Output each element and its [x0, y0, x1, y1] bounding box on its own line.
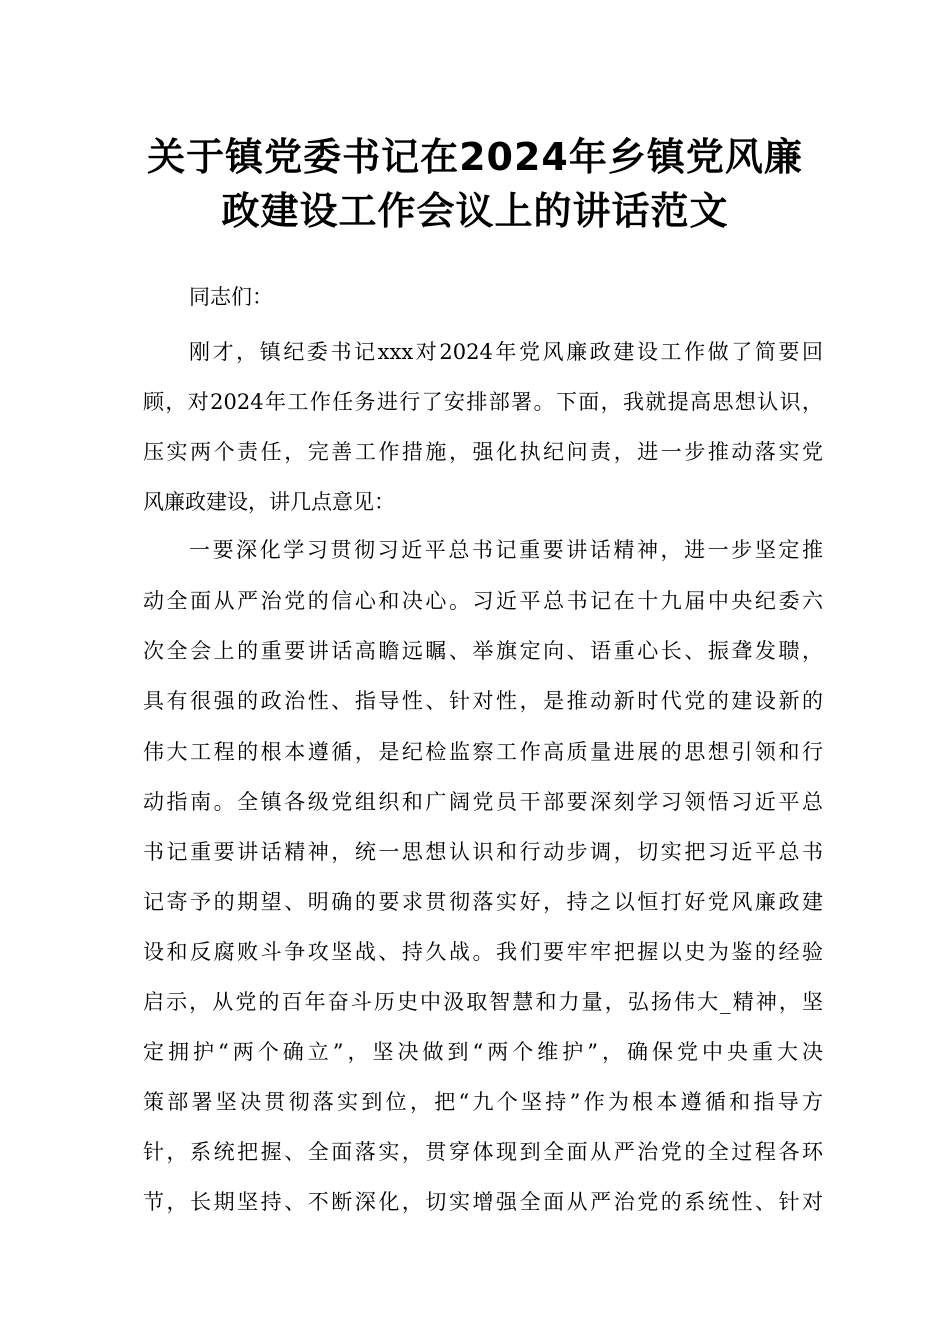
paragraph-2-line: 动指南。全镇各级党组织和广阔党员干部要深刻学习领悟习近平总 [143, 790, 823, 814]
paragraph-2-line: 记寄予的期望、明确的要求贯彻落实好，持之以恒打好党风廉政建 [143, 890, 823, 914]
paragraph-2-line: 节，长期坚持、不断深化，切实增强全面从严治党的系统性、针对 [143, 1190, 823, 1214]
paragraph-2-line: 一要深化学习贯彻习近平总书记重要讲话精神，进一步坚定推 [189, 538, 823, 562]
paragraph-1-line: 刚才，镇纪委书记xxx对2024年党风廉政建设工作做了简要回 [189, 340, 823, 364]
paragraph-2-line: 伟大工程的根本遵循，是纪检监察工作高质量进展的思想引领和行 [143, 740, 823, 764]
paragraph-2-line: 动全面从严治党的信心和决心。习近平总书记在十九届中央纪委六 [143, 589, 823, 613]
paragraph-1-line: 压实两个责任，完善工作措施，强化执纪问责，进一步推动落实党 [143, 440, 823, 464]
paragraph-2-line: 次全会上的重要讲话高瞻远瞩、举旗定向、语重心长、振聋发聩， [143, 639, 823, 663]
document-title-line-2: 政建设工作会议上的讲话范文 [221, 189, 729, 233]
paragraph-2-line: 启示，从党的百年奋斗历史中汲取智慧和力量，弘扬伟大_精神，坚 [143, 990, 823, 1014]
paragraph-2-line: 设和反腐败斗争攻坚战、持久战。我们要牢牢把握以史为鉴的经验 [143, 940, 823, 964]
paragraph-2-line: 书记重要讲话精神，统一思想认识和行动步调，切实把习近平总书 [143, 840, 823, 864]
paragraph-2-line: 定拥护“两个确立”，坚决做到“两个维护”，确保党中央重大决 [143, 1040, 823, 1064]
paragraph-1-line: 顾，对2024年工作任务进行了安排部署。下面，我就提高思想认识， [143, 390, 823, 414]
paragraph-2-line: 针，系统把握、全面落实，贯穿体现到全面从严治党的全过程各环 [143, 1140, 823, 1164]
paragraph-2-line: 策部署坚决贯彻落实到位，把“九个坚持”作为根本遵循和指导方 [143, 1090, 823, 1114]
document-title-line-1: 关于镇党委书记在2024年乡镇党风廉 [147, 135, 803, 179]
salutation: 同志们： [189, 285, 273, 309]
paragraph-2-line: 具有很强的政治性、指导性、针对性，是推动新时代党的建设新的 [143, 689, 823, 713]
paragraph-1-line: 风廉政建设，讲几点意见： [143, 490, 395, 514]
